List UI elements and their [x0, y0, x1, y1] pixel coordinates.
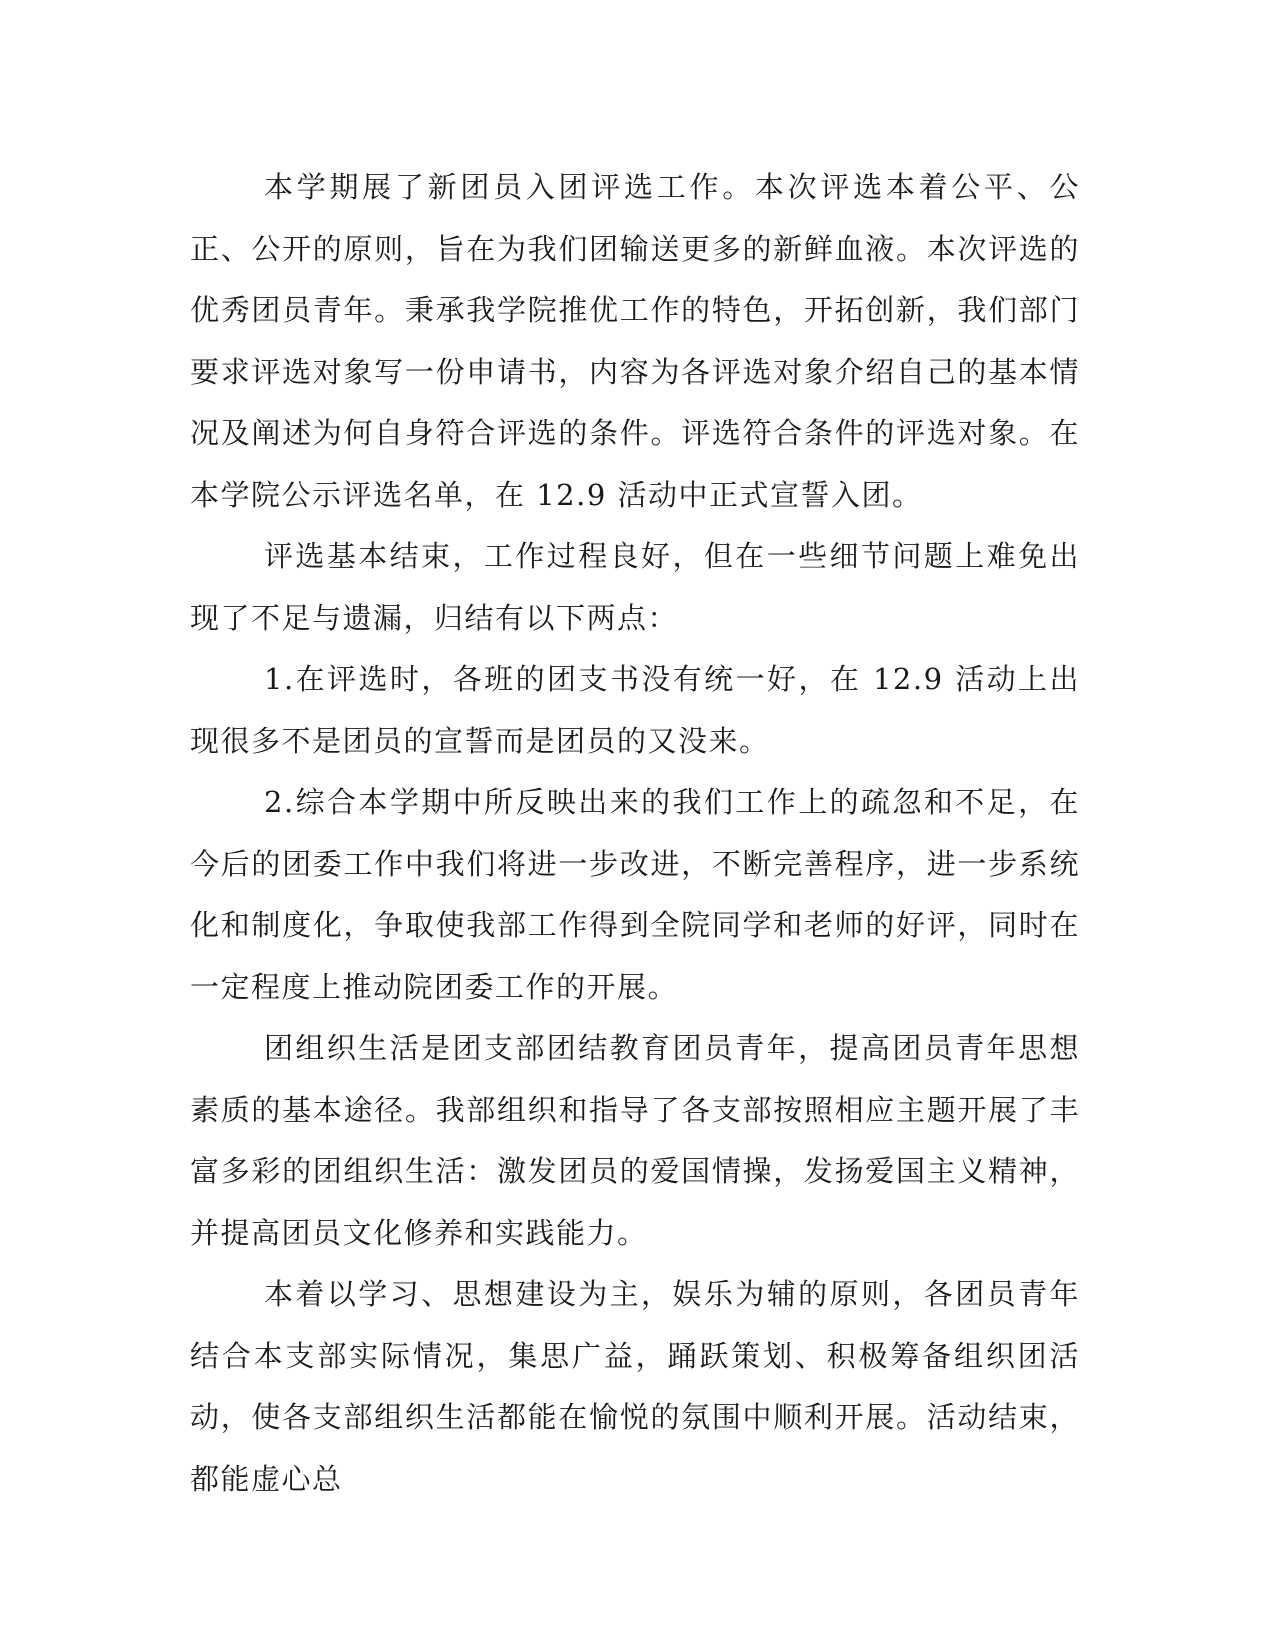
paragraph-activity-principle: 本着以学习、思想建设为主，娱乐为辅的原则，各团员青年结合本支部实际情况，集思广益，踊跃策划、积极筹备组织团活动，使各支部组织生活都能在愉悦的氛围中顺利开展。活动结束，都能虚心总 [190, 1277, 1080, 1496]
paragraph-point-1: 1.在评选时，各班的团支书没有统一好，在 12.9 活动上出现很多不是团员的宣誓而是团员的又没来。 [190, 662, 1080, 758]
document-body [190, 157, 1080, 1510]
paragraph-point-2: 2.综合本学期中所反映出来的我们工作上的疏忽和不足，在今后的团委工作中我们将进一步改进，不断完善程序，进一步系统化和制度化，争取使我部工作得到全院同学和老师的好评，同时在一定程度上推动院团委工作的开展。 [190, 785, 1080, 1004]
paragraph-intro-selection: 本学期展了新团员入团评选工作。本次评选本着公平、公正、公开的原则，旨在为我们团输送更多的新鲜血液。本次评选的优秀团员青年。秉承我学院推优工作的特色，开拓创新，我们部门要求评选对象写一份申请书，内容为各评选对象介绍自己的基本情况及阐述为何自身符合评选的条件。评选符合条件的评选对象。在本学院公示评选名单，在 12.9 活动中正式宣誓入团。 [190, 170, 1080, 512]
paragraph-organization-life: 团组织生活是团支部团结教育团员青年，提高团员青年思想素质的基本途径。我部组织和指导了各支部按照相应主题开展了丰富多彩的团组织生活：激发团员的爱国情操，发扬爱国主义精神，并提高团员文化修养和实践能力。 [190, 1031, 1080, 1250]
paragraph-selection-summary: 评选基本结束，工作过程良好，但在一些细节问题上难免出现了不足与遗漏，归结有以下两点： [190, 539, 1080, 635]
